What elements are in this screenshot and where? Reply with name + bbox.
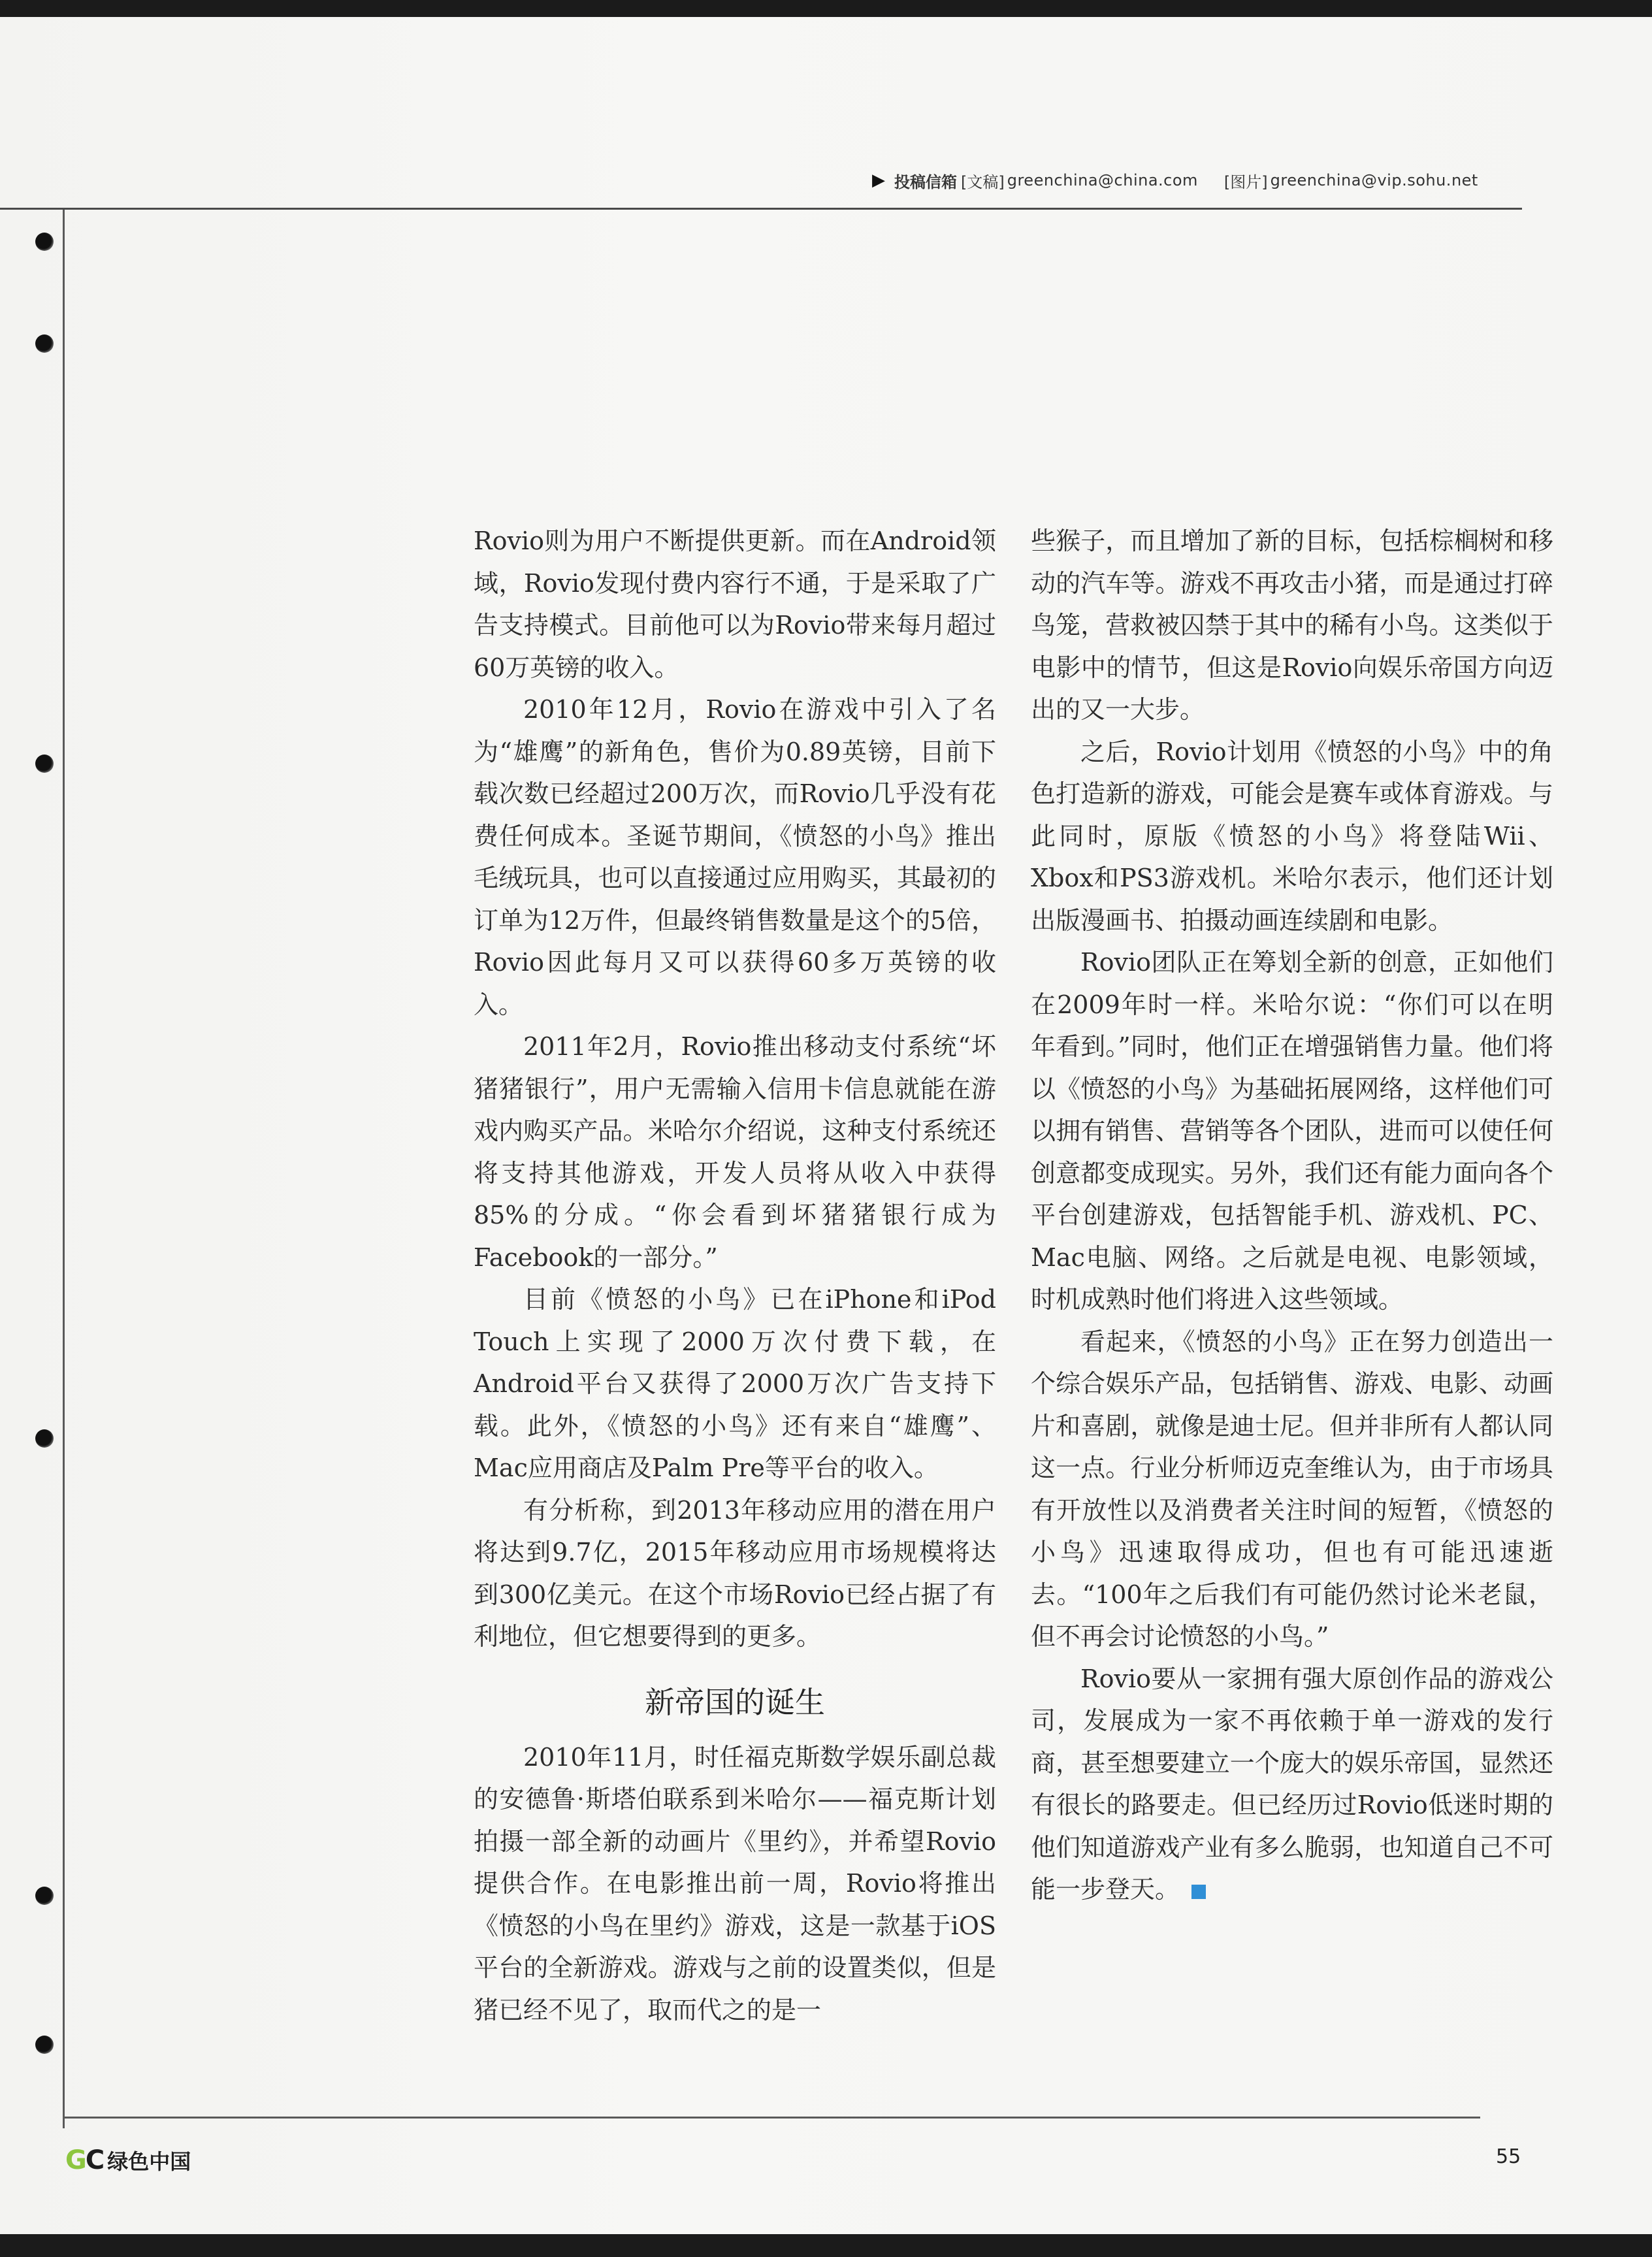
binder-hole [35, 2036, 54, 2054]
paragraph: Rovio团队正在筹划全新的创意，正如他们在2009年时一样。米哈尔说：“你们可以在明年看到。”同时，他们正在增强销售力量。他们将以《愤怒的小鸟》为基础拓展网络，这样他们可以拥有销售、营销等各个团队，进而可以使任何创意都变成现实。另外，我们还有能力面向各个平台创建游戏，包括智能手机、游戏机、PC、Mac电脑、网络。之后就是电视、电影领域，时机成熟时他们将进入这些领域。 [1031, 948, 1553, 1314]
binder-hole [35, 1887, 54, 1905]
page-number: 55 [1496, 2145, 1521, 2168]
section-heading: 新帝国的诞生 [645, 1684, 825, 1720]
paragraph: 目前《愤怒的小鸟》已在iPhone和iPod Touch上实现了2000万次付费下载，在Android平台又获得了2000万次广告支持下载。此外，《愤怒的小鸟》还有来自“雄鹰”、Mac应用商店及Palm Pre等平台的收入。 [474, 1285, 996, 1482]
binder-hole [35, 334, 54, 353]
binder-hole [35, 755, 54, 773]
triangle-right-icon: ▶ [872, 170, 885, 190]
binder-hole [35, 1429, 54, 1448]
left-column [474, 520, 996, 2031]
magazine-logo [65, 2144, 191, 2177]
scan-top-edge [0, 0, 1652, 17]
header-rule [0, 208, 1522, 210]
paragraph: 有分析称，到2013年移动应用的潜在用户将达到9.7亿，2015年移动应用市场规模将达到300亿美元。在这个市场Rovio已经占据了有利地位，但它想要得到的更多。 [474, 1495, 996, 1651]
right-column [1031, 520, 1553, 1911]
paragraph-final [1031, 1658, 1553, 1911]
paragraph: 之后，Rovio计划用《愤怒的小鸟》中的角色打造新的游戏，可能会是赛车或体育游戏。与此同时，原版《愤怒的小鸟》将登陆Wii、Xbox和PS3游戏机。米哈尔表示，他们还计划出版漫画书、拍摄动画连续剧和电影。 [1031, 737, 1553, 935]
text-email[interactable]: greenchina@china.com [1007, 171, 1198, 189]
mailbox-label: 投稿信箱 [894, 172, 957, 191]
footer-rule [63, 2117, 1480, 2119]
logo-c: C [85, 2145, 104, 2175]
paragraph: Rovio则为用户不断提供更新。而在Android领域，Rovio发现付费内容行不通，于是采取了广告支持模式。目前他可以为Rovio带来每月超过60万英镑的收入。 [474, 527, 996, 682]
logo-g: G [65, 2145, 86, 2175]
scan-bottom-edge [0, 2234, 1652, 2257]
image-label: [图片] [1223, 172, 1268, 191]
paragraph: 2011年2月，Rovio推出移动支付系统“坏猪猪银行”，用户无需输入信用卡信息就能在游戏内购买产品。米哈尔介绍说，这种支付系统还将支持其他游戏，开发人员将从收入中获得85%的分成。“你会看到坏猪猪银行成为Facebook的一部分。” [474, 1032, 996, 1272]
paragraph: 看起来，《愤怒的小鸟》正在努力创造出一个综合娱乐产品，包括销售、游戏、电影、动画片和喜剧，就像是迪士尼。但并非所有人都认同这一点。行业分析师迈克奎维认为，由于市场具有开放性以及消费者关注时间的短暂，《愤怒的小鸟》迅速取得成功，但也有可能迅速逝去。“100年之后我们有可能仍然讨论米老鼠，但不再会讨论愤怒的小鸟。” [1031, 1327, 1553, 1651]
paragraph: 2010年12月，Rovio在游戏中引入了名为“雄鹰”的新角色，售价为0.89英镑，目前下载次数已经超过200万次，而Rovio几乎没有花费任何成本。圣诞节期间，《愤怒的小鸟》推出毛绒玩具，也可以直接通过应用购买，其最初的订单为12万件，但最终销售数量是这个的5倍，Rovio因此每月又可以获得60多万英镑的收入。 [474, 695, 996, 1019]
end-square-icon [1191, 1885, 1206, 1899]
magazine-name: 绿色中国 [107, 2149, 191, 2174]
paragraph-text: Rovio要从一家拥有强大原创作品的游戏公司，发展成为一家不再依赖于单一游戏的发行商，甚至想要建立一个庞大的娱乐帝国，显然还有很长的路要走。但已经历过Rovio低迷时期的他们知道游戏产业有多么脆弱，也知道自己不可能一步登天。 [1031, 1664, 1553, 1904]
image-email[interactable]: greenchina@vip.sohu.net [1270, 171, 1478, 189]
binding-line [63, 208, 65, 2128]
text-label: [文稿] [961, 172, 1005, 191]
binder-hole [35, 233, 54, 251]
submission-contact [872, 166, 1525, 195]
gc-logo-icon [65, 2145, 103, 2175]
paragraph: 些猴子，而且增加了新的目标，包括棕榈树和移动的汽车等。游戏不再攻击小猪，而是通过打碎鸟笼，营救被囚禁于其中的稀有小鸟。这类似于电影中的情节，但这是Rovio向娱乐帝国方向迈出的又一大步。 [1031, 527, 1553, 724]
paragraph: 2010年11月，时任福克斯数学娱乐副总裁的安德鲁·斯塔伯联系到米哈尔——福克斯计划拍摄一部全新的动画片《里约》，并希望Rovio提供合作。在电影推出前一周，Rovio将推出《愤怒的小鸟在里约》游戏，这是一款基于iOS平台的全新游戏。游戏与之前的设置类似，但是猪已经不见了，取而代之的是一 [474, 1742, 996, 2024]
